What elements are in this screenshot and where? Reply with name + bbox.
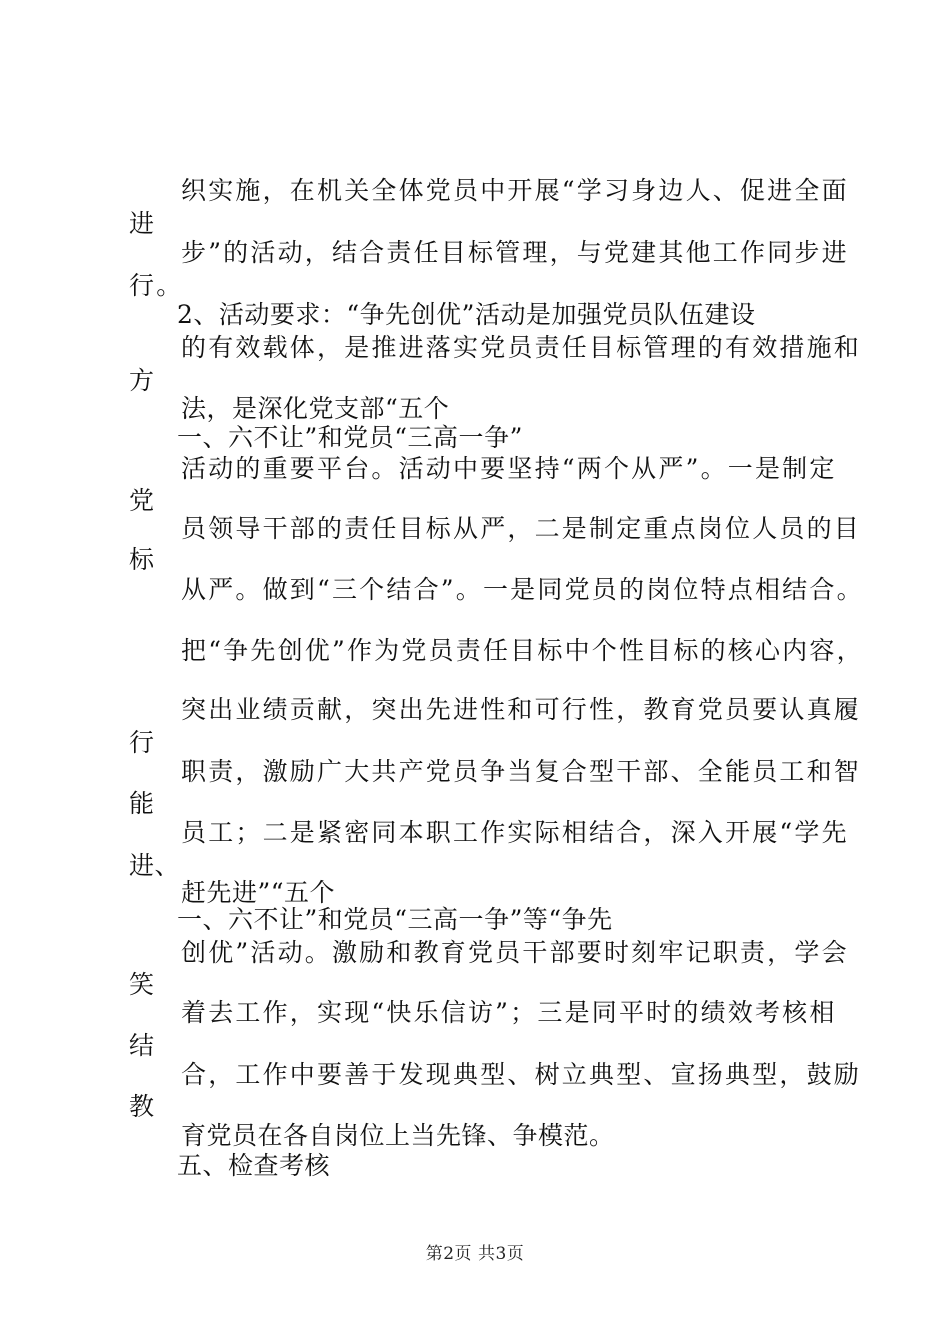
text-line: 的有效载体，是推进落实党员责任目标管理的有效措施和 <box>181 333 862 362</box>
text-line: 一、六不让”和党员“三高一争”等“争先 <box>177 905 613 934</box>
page-number-footer: 第2页 共3页 <box>425 1244 525 1264</box>
text-line: 笑 <box>129 970 157 999</box>
text-line: 进、 <box>129 851 181 880</box>
text-line: 突出业绩贡献，突出先进性和可行性，教育党员要认真履 <box>181 695 862 724</box>
text-line: 党 <box>129 486 157 515</box>
text-line: 活动的重要平台。活动中要坚持“两个从严”。一是制定 <box>181 454 837 483</box>
text-line: 进 <box>129 209 157 238</box>
text-line: 把“争先创优”作为党员责任目标中个性目标的核心内容， <box>181 636 864 665</box>
text-line: 能 <box>129 789 157 818</box>
text-line: 步”的活动，结合责任目标管理，与党建其他工作同步进 <box>181 238 849 267</box>
text-line: 育党员在各自岗位上当先锋、争模范。 <box>181 1121 615 1150</box>
text-line: 法，是深化党支部“五个 <box>181 394 450 423</box>
text-line: 织实施，在机关全体党员中开展“学习身边人、促进全面 <box>181 176 849 205</box>
text-line: 赶先进”“五个 <box>181 878 336 907</box>
text-line: 结 <box>129 1031 157 1060</box>
text-line: 从严。做到“三个结合”。一是同党员的岗位特点相结合。 <box>181 575 864 604</box>
text-line: 标 <box>129 545 157 574</box>
text-line: 行。 <box>129 271 184 300</box>
text-line: 职责，激励广大共产党员争当复合型干部、全能员工和智 <box>181 757 862 786</box>
text-line: 创优”活动。激励和教育党员干部要时刻牢记职责，学会 <box>181 938 849 967</box>
text-line: 一、六不让”和党员“三高一争” <box>177 423 523 452</box>
text-line: 合，工作中要善于发现典型、树立典型、宣扬典型，鼓励 <box>181 1060 862 1089</box>
text-line: 员工；二是紧密同本职工作实际相结合，深入开展“学先 <box>181 818 849 847</box>
text-line: 行 <box>129 728 157 757</box>
text-line: 员领导干部的责任目标从严，二是制定重点岗位人员的目 <box>181 514 862 543</box>
text-line: 五、检查考核 <box>177 1151 331 1180</box>
text-line: 2、活动要求：“争先创优”活动是加强党员队伍建设 <box>177 300 756 329</box>
text-line: 方 <box>129 366 157 395</box>
text-line: 教 <box>129 1092 157 1121</box>
text-line: 着去工作，实现“快乐信访”；三是同平时的绩效考核相 <box>181 998 837 1027</box>
